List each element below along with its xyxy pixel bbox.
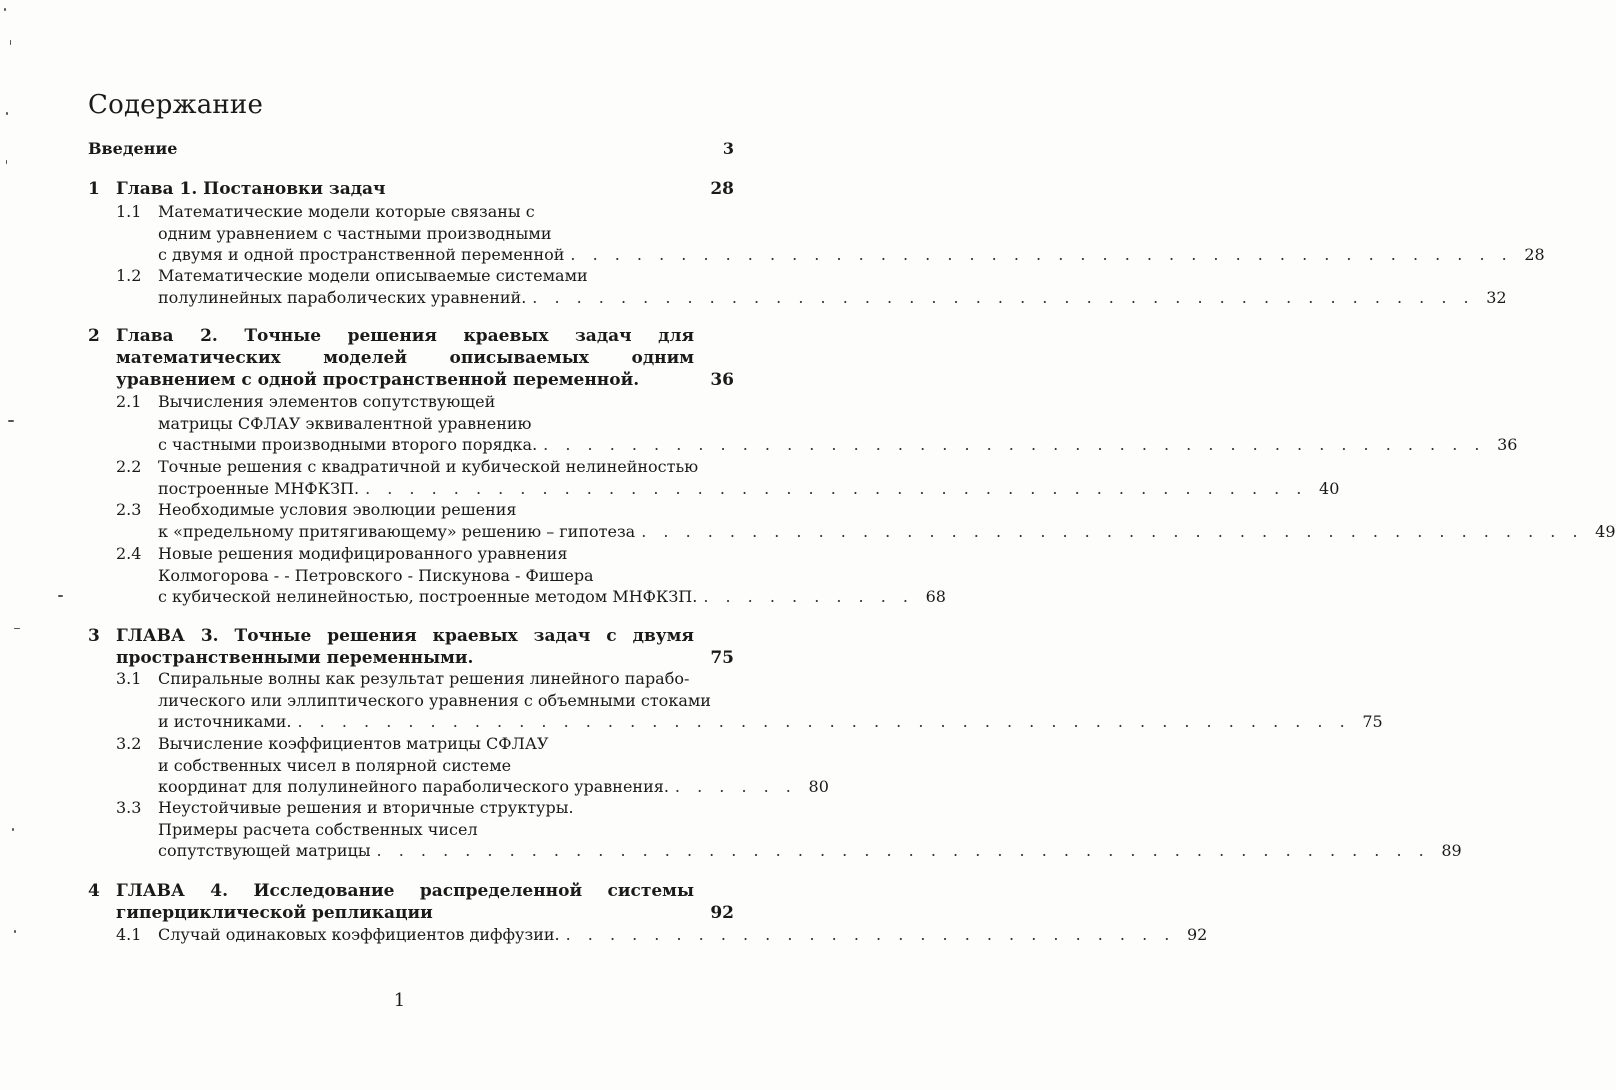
- section-page: 49: [1595, 521, 1616, 541]
- chapter-title: Глава 1. Постановки задач: [116, 179, 386, 199]
- toc-chapter-4[interactable]: [88, 880, 734, 924]
- section-page: 80: [808, 777, 829, 796]
- section-title-line: Математические модели которые связаны с: [158, 202, 535, 221]
- scan-speck: [6, 160, 7, 164]
- toc-chapter-3[interactable]: [88, 625, 734, 669]
- section-page: 89: [1441, 841, 1462, 860]
- chapter-title: Глава 2. Точные решения краевых задач для математических моделей описываемых одним уравнением с одной пространственной переменной.: [116, 326, 694, 390]
- toc-chapter-2[interactable]: [88, 325, 734, 391]
- section-title-line: Примеры расчета собственных чисел: [158, 819, 478, 839]
- leader-dots: . . . . . . . . . . . . . . . . . . . . . . . . . . . . . . . . . . . . . . . . . . .: [570, 245, 1513, 264]
- section-title-line: полулинейных параболических уравнений.: [158, 287, 527, 307]
- chapter-title: ГЛАВА 3. Точные решения краевых задач с двумя пространственными переменными.: [116, 626, 694, 668]
- chapter-title: ГЛАВА 4. Исследование распределенной системы гиперциклической репликации: [116, 881, 694, 923]
- leader-dots: . . . . . . . . . . . . . . . . . . . . . . . . . . . . . . . . . . . . . . . . . . . . . . . .: [376, 841, 1430, 860]
- section-title-line: координат для полулинейного параболического уравнения.: [158, 777, 669, 796]
- toc-section-2-3[interactable]: [116, 499, 1616, 542]
- section-number: 3.3: [116, 798, 142, 817]
- section-number: 3.1: [116, 669, 142, 688]
- section-title-line: Точные решения с квадратичной и кубической нелинейностью: [158, 457, 699, 476]
- section-page: 36: [1497, 435, 1518, 454]
- chapter-number: 1: [88, 179, 100, 199]
- section-title-line: матрицы СФЛАУ эквивалентной уравнению: [158, 413, 532, 433]
- section-title-line: Математические модели описываемые системами: [158, 266, 588, 285]
- section-page: 75: [1362, 712, 1383, 731]
- section-page: 68: [925, 587, 946, 606]
- section-title-line: Новые решения модифицированного уравнения: [158, 544, 568, 563]
- section-title-line: одним уравнением с частными производными: [158, 223, 552, 243]
- section-number: 3.2: [116, 734, 142, 753]
- section-title-line: и источниками.: [158, 712, 292, 731]
- scan-speck: [10, 40, 11, 45]
- chapter-page: 75: [710, 648, 734, 668]
- section-number: 2.1: [116, 392, 142, 411]
- toc-section-1-1[interactable]: [116, 201, 1545, 266]
- section-title-line: построенные МНФКЗП.: [158, 478, 360, 498]
- chapter-number: 2: [88, 326, 100, 346]
- toc-heading: Содержание: [88, 90, 264, 120]
- section-page: 92: [1186, 925, 1208, 944]
- section-title-line: Вычисления элементов сопутствующей: [158, 392, 496, 411]
- scan-speck: [4, 8, 6, 11]
- section-number: 1.1: [116, 202, 142, 221]
- section-title-line: Вычисление коэффициентов матрицы СФЛАУ: [158, 734, 549, 753]
- chapter-page: 36: [710, 370, 734, 390]
- leader-dots: . . . . . . . . . . . . . . . . . . . . . . . . . . . . . . . . . . . . . . . . . . .: [532, 287, 1475, 307]
- leader-dots: . . . . . . . . . . . . . . . . . . . . . . . . . . . . . . . . . . . . . . . . . . .: [543, 435, 1486, 454]
- toc-section-1-2[interactable]: [116, 265, 1507, 308]
- toc-intro-entry[interactable]: [88, 139, 734, 158]
- section-title-line: с частными производными второго порядка.: [158, 435, 538, 454]
- chapter-number: 4: [88, 881, 100, 901]
- leader-dots: . . . . . .: [674, 777, 797, 796]
- section-page: 28: [1524, 245, 1545, 264]
- toc-section-3-3[interactable]: [116, 797, 1462, 862]
- section-title-line: Колмогорова - - Петровского - Пискунова - Фишера: [158, 565, 594, 585]
- scan-speck: [14, 628, 20, 629]
- section-number: 4.1: [116, 925, 142, 944]
- chapter-page: 28: [710, 179, 734, 199]
- toc-section-2-1[interactable]: [116, 391, 1518, 456]
- section-title-line: сопутствующей матрицы: [158, 841, 371, 860]
- section-title-line: с кубической нелинейностью, построенные методом МНФКЗП.: [158, 587, 698, 606]
- toc-section-2-2[interactable]: [116, 456, 1340, 499]
- section-number: 2.3: [116, 500, 142, 519]
- leader-dots: . . . . . . . . . .: [703, 587, 914, 606]
- section-page: 32: [1486, 287, 1507, 307]
- chapter-number: 3: [88, 626, 100, 646]
- section-title-line: Необходимые условия эволюции решения: [158, 500, 517, 519]
- section-number: 2.4: [116, 544, 142, 563]
- toc-section-2-4[interactable]: [116, 543, 946, 608]
- section-title-line: Случай одинаковых коэффициентов диффузии.: [158, 925, 560, 944]
- toc-section-4-1[interactable]: [116, 924, 1208, 946]
- section-page: 40: [1319, 478, 1340, 498]
- leader-dots: . . . . . . . . . . . . . . . . . . . . . . . . . . . . . . . . . . . . . . . . . . .: [365, 478, 1308, 498]
- toc-section-3-1[interactable]: [116, 668, 1383, 733]
- toc-chapter-1[interactable]: [88, 178, 734, 200]
- section-title-line: с двумя и одной пространственной переменной: [158, 245, 565, 264]
- leader-dots: . . . . . . . . . . . . . . . . . . . . . . . . . . . .: [565, 925, 1176, 944]
- leader-dots: . . . . . . . . . . . . . . . . . . . . . . . . . . . . . . . . . . . . . . . . . . .: [641, 521, 1584, 541]
- section-title-line: лического или эллиптического уравнения с объемными стоками: [158, 690, 711, 710]
- intro-label: Введение: [88, 139, 178, 158]
- section-title-line: и собственных чисел в полярной системе: [158, 755, 512, 775]
- scan-speck: [12, 828, 14, 831]
- scan-speck: [58, 595, 63, 597]
- intro-page: 3: [722, 139, 734, 158]
- toc-section-3-2[interactable]: [116, 733, 829, 798]
- section-number: 1.2: [116, 266, 142, 285]
- page-number: 1: [393, 990, 406, 1011]
- scan-speck: [14, 930, 16, 933]
- chapter-page: 92: [710, 903, 734, 923]
- scan-speck: [8, 420, 14, 422]
- section-title-line: Неустойчивые решения и вторичные структуры.: [158, 798, 574, 817]
- section-number: 2.2: [116, 457, 142, 476]
- leader-dots: . . . . . . . . . . . . . . . . . . . . . . . . . . . . . . . . . . . . . . . . . . . . . . . .: [297, 712, 1351, 731]
- scan-speck: [6, 112, 8, 115]
- section-title-line: к «предельному притягивающему» решению – гипотеза: [158, 521, 636, 541]
- section-title-line: Спиральные волны как результат решения линейного парабо-: [158, 669, 690, 688]
